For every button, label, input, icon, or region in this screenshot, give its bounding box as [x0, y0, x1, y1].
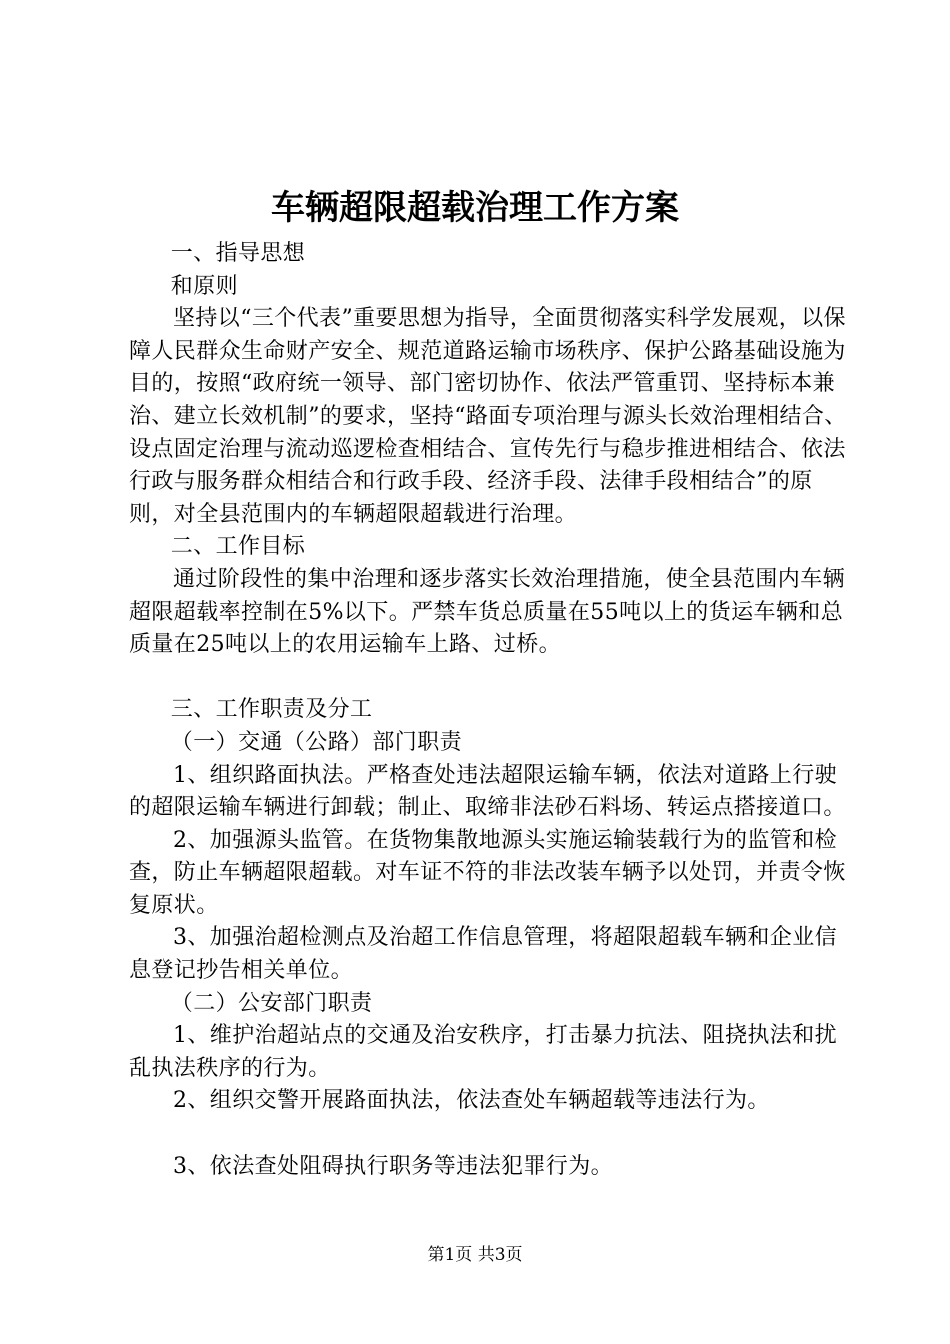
document-body — [129, 238, 849, 1183]
page-number: 第1页 共3页 — [427, 1245, 523, 1265]
subsection2-item-2: 2、组织交警开展路面执法，依法查处车辆超载等违法行为。 — [173, 1088, 770, 1114]
section3-heading: 三、工作职责及分工 — [170, 697, 373, 723]
subsection1-heading: （一）交通（公路）部门职责 — [170, 729, 462, 755]
section1-heading: 一、指导思想 — [170, 241, 306, 266]
paragraph-spacer — [129, 662, 849, 695]
subsection1-item-1: 1、组织路面执法。严格查处违法超限运输车辆，依法对道路上行驶的超限运输车辆进行卸载；制止、取缔非法砂石料场、转运点搭接道口。 — [129, 762, 846, 821]
section2-heading: 二、工作目标 — [170, 534, 306, 560]
subsection1-item-2: 2、加强源头监管。在货物集散地源头实施运输装载行为的监管和检查，防止车辆超限超载。对车证不符的非法改装车辆予以处罚，并责令恢复原状。 — [129, 827, 846, 918]
subsection2-heading: （二）公安部门职责 — [170, 990, 373, 1016]
section2-paragraph: 通过阶段性的集中治理和逐步落实长效治理措施，使全县范围内车辆超限超载率控制在5%以下。严禁车货总质量在55吨以上的货运车辆和总质量在25吨以上的农用运输车上路、过桥。 — [129, 566, 846, 658]
subsection1-item-3: 3、加强治超检测点及治超工作信息管理，将超限超载车辆和企业信息登记抄告相关单位。 — [129, 925, 837, 984]
paragraph-spacer — [129, 1118, 849, 1151]
subsection2-item-1: 1、维护治超站点的交通及治安秩序，打击暴力抗法、阻挠执法和扰乱执法秩序的行为。 — [129, 1023, 837, 1081]
document-title: 车辆超限超载治理工作方案 — [271, 188, 679, 228]
section1-heading-continued: 和原则 — [170, 273, 238, 299]
section1-paragraph: 坚持以“三个代表”重要思想为指导，全面贯彻落实科学发展观，以保障人民群众生命财产安全、规范道路运输市场秩序、保护公路基础设施为目的，按照“政府统一领导、部门密切协作、依法严管重罚、坚持标本兼治、建立长效机制”的要求，坚持“路面专项治理与源头长效治理相结合、设点固定治理与流动巡逻检查相结合、宣传先行与稳步推进相结合、依法行政与服务群众相结合和行政手段、经济手段、法律手段相结合”的原则，对全县范围内的车辆超限超载进行治理。 — [129, 306, 847, 527]
subsection2-item-3: 3、依法查处阻碍执行职务等违法犯罪行为。 — [173, 1153, 613, 1179]
